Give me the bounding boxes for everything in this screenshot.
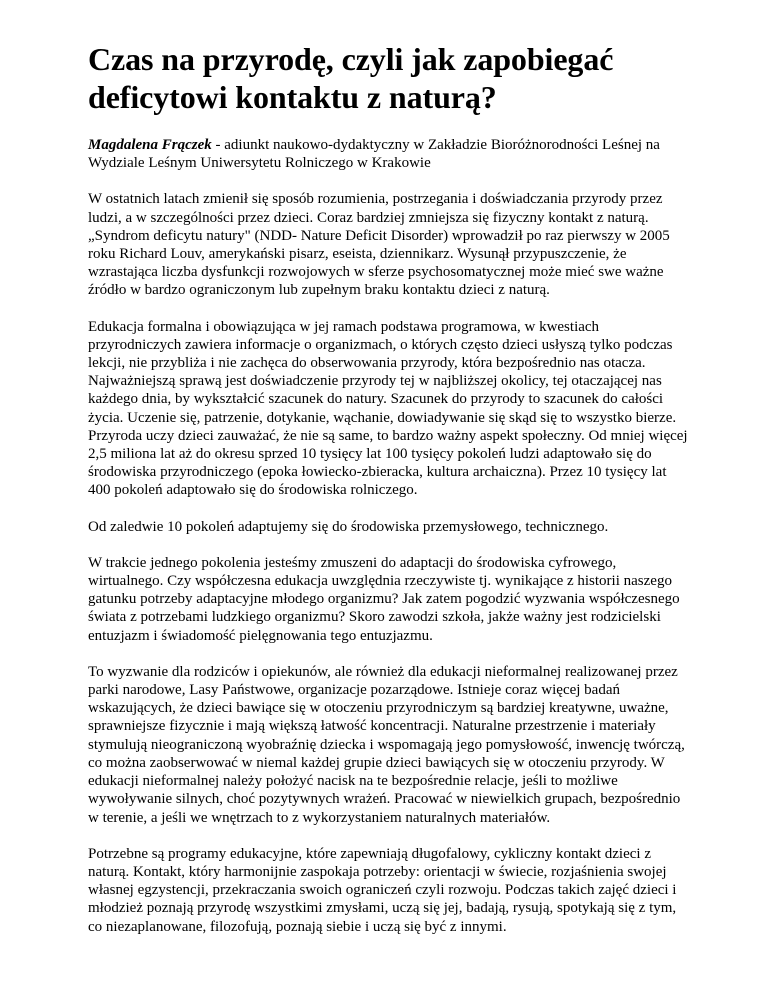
paragraph-5: To wyzwanie dla rodziców i opiekunów, ale również dla edukacji nieformalnej realizowanej przez parki narodowe, Lasy Państwowe, organizacje pozarządowe. Istnieje coraz więcej badań wskazujących, że dzieci bawiące się w otoczeniu przyrodniczym są bardziej kreatywne, uważne, sprawniejsze fizycznie i mają większą łatwość koncentracji. Naturalne przestrzenie i materiały stymulują nieograniczoną wyobraźnię dziecka i wspomagają jego pomysłowość, inwencję twórczą, co można zaobserwować w niemal każdej grupie dzieci bawiących się w otoczeniu przyrody. W edukacji nieformalnej należy położyć nacisk na te bezpośrednie relacje, jeśli to możliwe wywoływanie silnych, choć pozytywnych wrażeń. Pracować w niewielkich grupach, bezpośrednio w terenie, a jeśli we wnętrzach to z wykorzystaniem naturalnych materiałów.: [88, 663, 685, 826]
paragraph-1: W ostatnich latach zmienił się sposób rozumienia, postrzegania i doświadczania przyrody przez ludzi, a w szczególności przez dzieci. Coraz bardziej zmniejsza się fizyczny kontakt z naturą. „Syndrom deficytu natury" (NDD- Nature Deficit Disorder) wprowadził po raz pierwszy w 2005 roku Richard Louv, amerykański pisarz, eseista, dziennikarz. Wysunął przypuszczenie, że wzrastająca liczba dysfunkcji rozwojowych w sferze psychosomatycznej może mieć swe ważne źródło w bardzo ograniczonym lub zupełnym braku kontaktu dzieci z naturą.: [88, 191, 670, 299]
author-name: Magdalena Frączek: [88, 137, 212, 153]
paragraph-3: Od zaledwie 10 pokoleń adaptujemy się do środowiska przemysłowego, technicznego.: [88, 518, 609, 535]
paragraph-6: Potrzebne są programy edukacyjne, które zapewniają długofalowy, cykliczny kontakt dzieci z naturą. Kontakt, który harmonijnie zaspokaja potrzeby: orientacji w świecie, rozjaśnienia swojej własnej egzystencji, przekraczania swoich ograniczeń czyli rozwoju. Podczas takich zajęć dzieci i młodzież poznają przyrodę wszystkimi zmysłami, uczą się jej, badają, rysują, spotykają się z tym, co niezaplanowane, filozofują, poznają siebie i uczą się być z innymi.: [88, 845, 677, 935]
author-line: [88, 136, 688, 172]
paragraph-4: W trakcie jednego pokolenia jesteśmy zmuszeni do adaptacji do środowiska cyfrowego, wirtualnego. Czy współczesna edukacja uwzględnia rzeczywiste tj. wynikające z historii naszego gatunku potrzeby adaptacyjne młodego organizmu? Jak zatem pogodzić wyzwania współczesnego świata z potrzebami ludzkiego organizmu? Skoro zawodzi szkoła, jakże ważny jest rodzicielski entuzjazm i świadomość pielęgnowania tego entuzjazmu.: [88, 554, 680, 644]
paragraph-2: Edukacja formalna i obowiązująca w jej ramach podstawa programowa, w kwestiach przyrodniczych zawiera informacje o organizmach, o których często dzieci usłyszą tylko podczas lekcji, nie przybliża i nie zachęca do obserwowania przyrody, która bezpośrednio nas otacza. Najważniejszą sprawą jest doświadczenie przyrody tej w najbliższej okolicy, tej otaczającej nas każdego dnia, by wykształcić szacunek do natury. Szacunek do przyrody to szacunek do całości życia. Uczenie się, patrzenie, dotykanie, wąchanie, dowiadywanie się skąd się to wszystko bierze. Przyroda uczy dzieci zauważać, że nie są same, to bardzo ważny aspekt społeczny. Od mniej więcej 2,5 miliona lat aż do okresu sprzed 10 tysięcy lat 100 tysięcy pokoleń ludzi adaptowało się do środowiska przyrodniczego (epoka łowiecko-zbieracka, kultura archaiczna). Przez 10 tysięcy lat 400 pokoleń adaptowało się do środowiska rolniczego.: [88, 318, 688, 499]
article-title: Czas na przyrodę, czyli jak zapobiegać deficytowi kontaktu z naturą?: [88, 41, 614, 115]
author-affiliation: - adiunkt naukowo-dydaktyczny w Zakładzie Bioróżnorodności Leśnej na Wydziale Leśnym Uniwersytetu Rolniczego w Krakowie: [88, 137, 660, 172]
document-page: [88, 40, 688, 954]
